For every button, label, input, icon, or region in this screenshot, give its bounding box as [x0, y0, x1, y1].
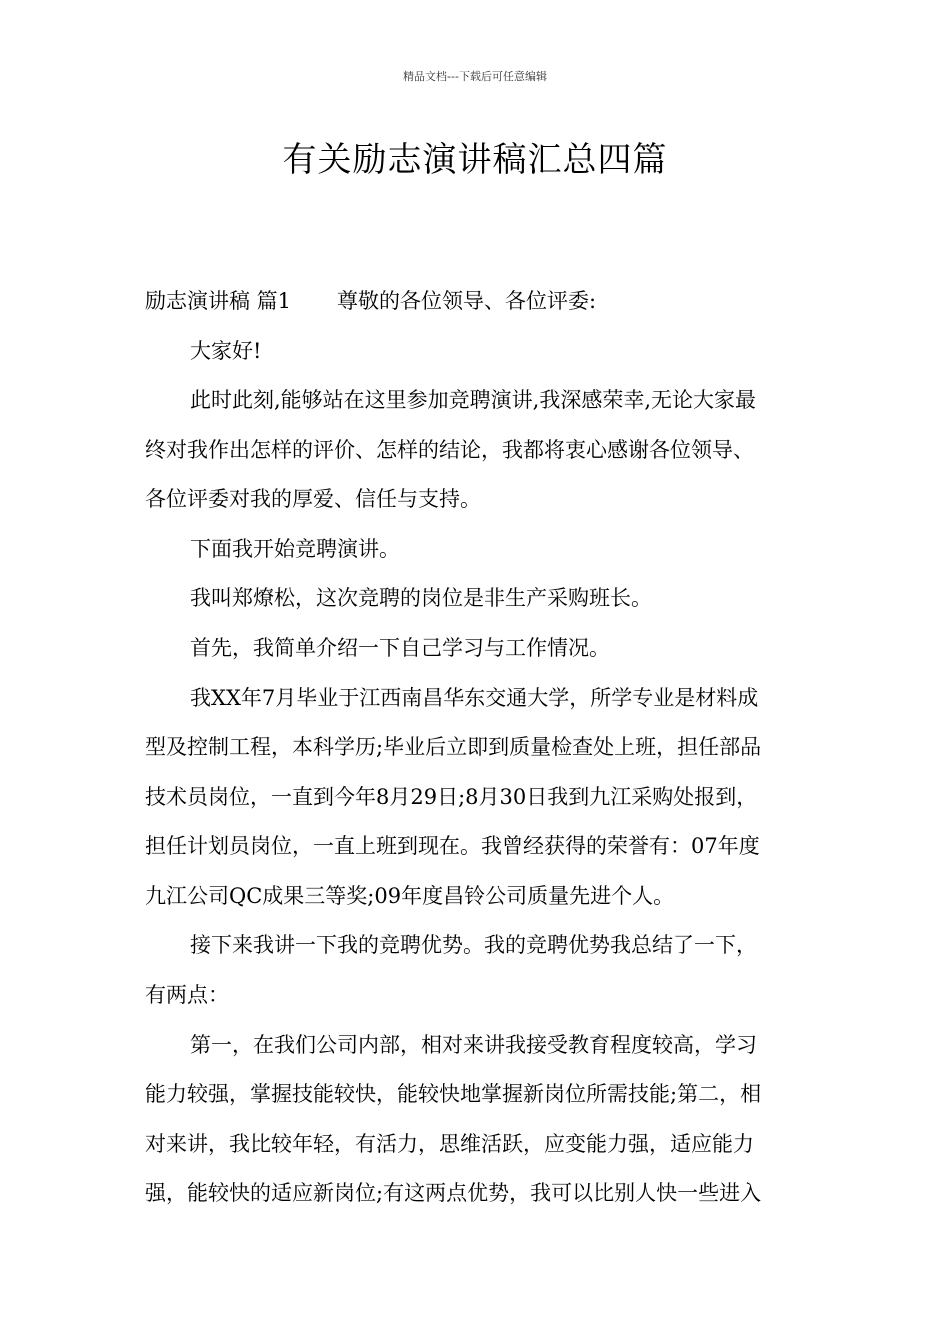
paragraph-line: 我XX年7月毕业于江西南昌华东交通大学，所学专业是材料成 [190, 686, 759, 710]
page-header: 精品文档---下载后可任意编辑 [403, 70, 547, 83]
paragraph-line: 首先，我简单介绍一下自己学习与工作情况。 [190, 636, 610, 660]
paragraph-line: 有两点： [145, 983, 229, 1007]
paragraph-line: 终对我作出怎样的评价、怎样的结论，我都将衷心感谢各位领导、 [145, 438, 754, 462]
section-label: 励志演讲稿 篇1 [145, 289, 292, 313]
section-heading-line [145, 286, 596, 316]
paragraph-line: 对来讲，我比较年轻，有活力，思维活跃，应变能力强，适应能力 [145, 1132, 754, 1156]
paragraph-line: 此时此刻,能够站在这里参加竞聘演讲,我深感荣幸,无论大家最 [190, 388, 757, 412]
paragraph-line: 担任计划员岗位，一直上班到现在。我曾经获得的荣誉有：07年度 [145, 834, 760, 858]
document-title: 有关励志演讲稿汇总四篇 [282, 140, 668, 180]
paragraph-line: 大家好! [190, 339, 262, 363]
paragraph-line: 九江公司QC成果三等奖;09年度昌铃公司质量先进个人。 [145, 884, 675, 908]
paragraph-line: 我叫郑燎松，这次竞聘的岗位是非生产采购班长。 [190, 586, 652, 610]
paragraph-line: 各位评委对我的厚爱、信任与支持。 [145, 487, 481, 511]
paragraph-line: 下面我开始竞聘演讲。 [190, 537, 400, 561]
paragraph-line: 接下来我讲一下我的竞聘优势。我的竞聘优势我总结了一下， [190, 933, 757, 957]
salutation: 尊敬的各位领导、各位评委: [337, 289, 597, 313]
paragraph-line: 能力较强，掌握技能较快，能较快地掌握新岗位所需技能;第二，相 [145, 1082, 762, 1106]
paragraph-line: 强，能较快的适应新岗位;有这两点优势，我可以比别人快一些进入 [145, 1181, 762, 1205]
paragraph-line: 第一，在我们公司内部，相对来讲我接受教育程度较高，学习 [190, 1033, 757, 1057]
paragraph-line: 型及控制工程，本科学历;毕业后立即到质量检查处上班，担任部品 [145, 735, 762, 759]
paragraph-line: 技术员岗位，一直到今年8月29日;8月30日我到九江采购处报到， [145, 785, 758, 809]
